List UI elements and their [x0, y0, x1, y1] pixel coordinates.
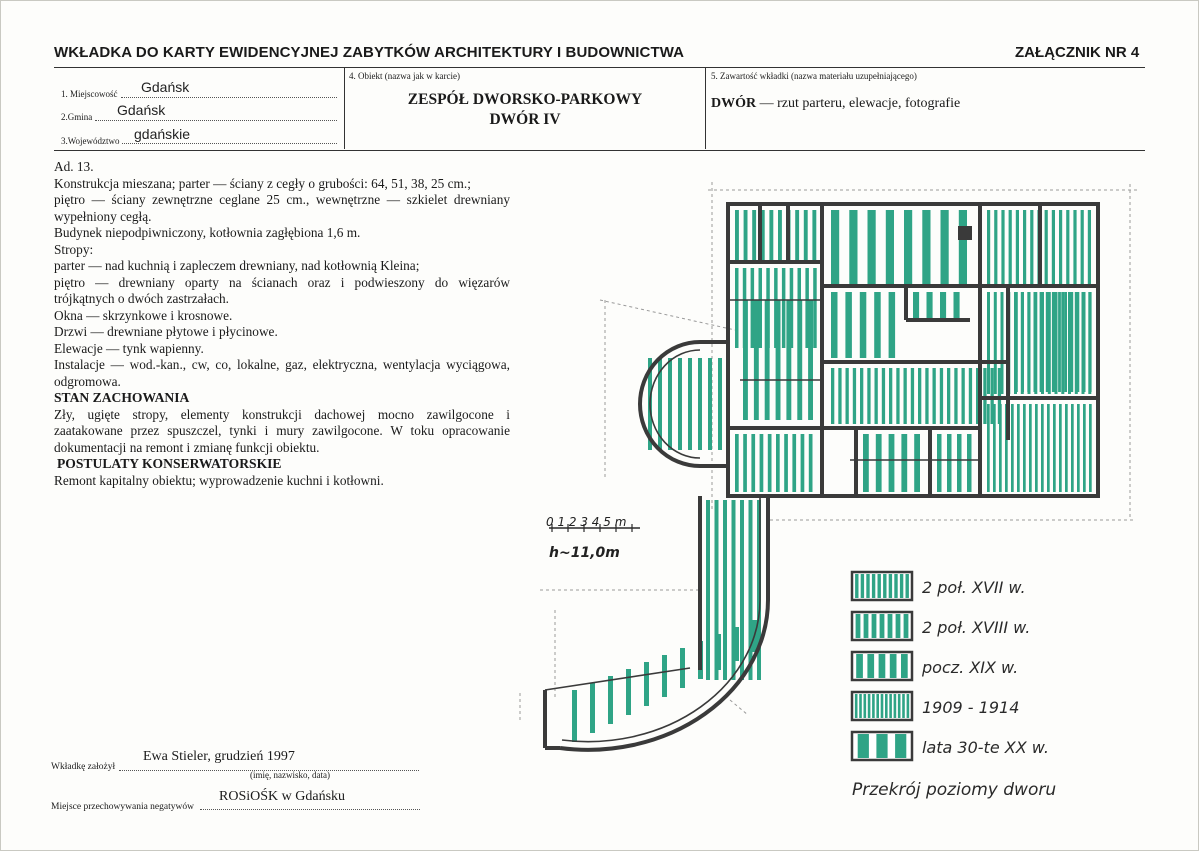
hatch-stripe [723, 500, 727, 680]
hatch-stripe [644, 662, 649, 706]
legend [852, 572, 1049, 760]
voivodeship-label: 3.Województwo [61, 136, 120, 146]
hatch-stripe [1081, 210, 1084, 284]
hatch-stripe [743, 300, 748, 420]
contents-rest: — rzut parteru, elewacje, fotografie [756, 96, 961, 111]
hatch-stripe [987, 210, 990, 284]
hatch-stripe [716, 634, 721, 670]
hatch-stripe [937, 434, 942, 492]
hatch-stripe [706, 500, 710, 680]
hatch-stripe [735, 268, 739, 348]
hatch-stripe [1059, 210, 1062, 284]
hatch-stripe [876, 434, 882, 492]
hatch-stripe [994, 210, 997, 284]
hatch-stripe [776, 300, 781, 420]
hatch-stripe [590, 683, 595, 733]
hatch-stripe [1083, 292, 1086, 392]
body-line: parter — nad kuchnią i zapleczem drewniany, nad kotłownią Kleina; [54, 258, 420, 273]
place-value: Gdańsk [141, 79, 190, 95]
body-line: Zły, ugięte stropy, elementy konstrukcji dachowej mocno zawilgocone i [54, 406, 510, 422]
hatch-stripe [1089, 292, 1092, 392]
hatch-stripe [867, 368, 870, 424]
legend-stripe [901, 654, 908, 678]
hatch-stripe [776, 434, 780, 492]
hatch-stripe [1021, 292, 1024, 392]
body-line: trójkątnych o dwóch zastrzałach. [54, 291, 230, 306]
hatch-stripe [708, 358, 712, 450]
legend-stripe [872, 694, 875, 718]
hatch-stripe [608, 676, 613, 724]
legend-item [852, 692, 1019, 720]
legend-label: 2 poł. XVIII w. [922, 618, 1031, 637]
hatch-stripe [889, 292, 896, 358]
legend-stripe [898, 694, 901, 718]
hatch-stripe [572, 690, 577, 742]
hatch-stripe [626, 669, 631, 715]
legend-stripe [906, 574, 909, 598]
legend-stripe [883, 574, 886, 598]
hatch-stripe [754, 300, 759, 420]
hatch-stripe [795, 210, 799, 260]
legend-stripe [879, 654, 886, 678]
body-line: Budynek niepodpiwniczony, kotłownia zagłębiona 1,6 m. [54, 225, 361, 240]
storage-label: Miejsce przechowywania negatywów [51, 802, 194, 812]
hatch-stripe [940, 292, 946, 318]
hatch-stripe [718, 358, 722, 450]
hatch-stripe [668, 358, 672, 450]
hatch-stripe [1070, 292, 1073, 392]
legend-stripe [896, 614, 901, 638]
voivodeship-value: gdańskie [134, 126, 191, 142]
hatch-stripe [765, 300, 770, 420]
hatch-stripe [845, 292, 852, 358]
body-line: Stropy: [54, 241, 94, 257]
hatch-stripe [797, 300, 802, 420]
hatch-stripe [1045, 210, 1048, 284]
hatch-stripe [875, 368, 878, 424]
hatch-stripe [954, 368, 957, 424]
hatch-stripe [940, 368, 943, 424]
hatch-stripe [1047, 404, 1050, 492]
legend-stripe [904, 614, 909, 638]
legend-stripe [859, 694, 862, 718]
hatch-stripe [1052, 292, 1055, 392]
hatch-stripe [1089, 404, 1092, 492]
hatch-stripe [863, 434, 869, 492]
legend-stripe [861, 574, 864, 598]
hatch-stripe [759, 268, 763, 348]
hatch-stripe [1065, 404, 1068, 492]
hatch-stripe [1035, 404, 1038, 492]
hatch-stripe [734, 627, 739, 661]
body-line: Instalacje — wod.-kan., cw, co, lokalne, gaz, elektryczna, wentylacja wyciągowa, [54, 357, 510, 372]
hatch-stripe [792, 434, 796, 492]
hatch-stripe [1055, 292, 1058, 394]
legend-stripe [855, 574, 858, 598]
hatch-stripe [744, 210, 748, 260]
hatch-stripe [896, 368, 899, 424]
hatch-stripe [1011, 404, 1014, 492]
section-heading-postulates: POSTULATY KONSERWATORSKIE [57, 456, 282, 471]
hatch-stripe [849, 210, 857, 284]
hatch-stripe [1001, 292, 1004, 394]
legend-stripe [907, 694, 910, 718]
hatch-stripe [735, 434, 739, 492]
hatch-stripe [962, 368, 965, 424]
hatch-stripe [901, 434, 907, 492]
legend-item [852, 732, 1049, 760]
hatch-stripe [860, 368, 863, 424]
hatch-stripe [987, 292, 990, 394]
legend-stripe [872, 614, 877, 638]
hatch-stripe [1017, 404, 1020, 492]
legend-label: 2 poł. XVII w. [922, 578, 1026, 597]
body-line: Konstrukcja mieszana; parter — ściany z cegły o grubości: 64, 51, 38, 25 cm.; [54, 175, 471, 191]
commune-value: Gdańsk [117, 102, 166, 118]
legend-label: 1909 - 1914 [922, 698, 1020, 717]
legend-stripe [855, 694, 858, 718]
hatch-stripe [812, 210, 816, 260]
hatch-stripe [831, 292, 838, 358]
hatch-stripe [1016, 210, 1019, 284]
plan-caption: Przekrój poziomy dworu [852, 780, 1057, 800]
hatch-stripe [698, 358, 702, 450]
hatch-stripe [925, 368, 928, 424]
hatch-stripe [1061, 292, 1064, 394]
hatch-stripe [1009, 210, 1012, 284]
legend-stripe [866, 574, 869, 598]
hatch-stripe [913, 292, 919, 318]
hatch-stripe [1073, 210, 1076, 284]
hatch-stripe [933, 368, 936, 424]
legend-item [852, 652, 1018, 680]
hatch-stripe [751, 268, 755, 348]
body-line: Remont kapitalny obiektu; wyprowadzenie kuchni i kotłowni. [54, 472, 384, 488]
hatch-stripe [889, 434, 895, 492]
hatch-stripe [927, 292, 933, 318]
hatch-stripe [954, 292, 960, 318]
hatch-stripe [1083, 404, 1086, 492]
place-label: 1. Miejscowość [61, 89, 118, 99]
hatch-stripe [678, 358, 682, 450]
hatch-stripe [1064, 292, 1067, 392]
hatch-stripe [1023, 210, 1026, 284]
legend-stripe [889, 574, 892, 598]
hatch-stripe [1058, 292, 1061, 392]
hatch-stripe [846, 368, 849, 424]
legend-stripe [878, 574, 881, 598]
founder-value: Ewa Stieler, grudzień 1997 [143, 749, 295, 764]
hatch-stripe [760, 434, 764, 492]
hatch-stripe [868, 210, 876, 284]
legend-stripe [902, 694, 905, 718]
body-ad: Ad. 13. [54, 159, 94, 174]
hatch-stripe [957, 434, 962, 492]
hatch-stripe [743, 434, 747, 492]
hatch-stripe [1053, 404, 1056, 492]
contents-bold: DWÓR [711, 96, 757, 111]
hatch-stripe [680, 648, 685, 688]
legend-stripe [858, 734, 869, 758]
legend-item [852, 612, 1030, 640]
legend-stripe [900, 574, 903, 598]
hatch-stripe [809, 434, 813, 492]
hatch-stripe [1066, 210, 1069, 284]
document-title: WKŁADKA DO KARTY EWIDENCYJNEJ ZABYTKÓW ARCHITEKTURY I BUDOWNICTWA [54, 44, 685, 61]
hatch-stripe [1071, 404, 1074, 492]
hatch-stripe [987, 404, 990, 492]
body-line: zaatakowane przez spuszczel, tynki i mury zawilgocone. W toku opracowanie [54, 423, 510, 438]
hatch-stripe [749, 500, 753, 680]
hatch-stripe [959, 210, 967, 284]
hatch-stripe [768, 434, 772, 492]
storage-value: ROSiOŚK w Gdańsku [219, 789, 346, 804]
hatch-stripe [751, 434, 755, 492]
hatch-stripe [994, 292, 997, 394]
hatch-stripe [1001, 210, 1004, 284]
legend-stripe [894, 574, 897, 598]
hatch-stripe [1077, 404, 1080, 492]
hatch-stripe [831, 210, 839, 284]
hatch-stripe [831, 368, 834, 424]
legend-stripe [885, 694, 888, 718]
hatch-stripe [1023, 404, 1026, 492]
hatch-stripe [1077, 292, 1080, 392]
hatch-stripe [1030, 210, 1033, 284]
hatch-stripe [1059, 404, 1062, 492]
legend-stripe [888, 614, 893, 638]
body-line: Okna — skrzynkowe i krosnowe. [54, 307, 233, 323]
hatch-stripe [801, 434, 805, 492]
founder-label: Wkładkę założył [51, 762, 116, 772]
hatch-stripe [999, 404, 1002, 492]
legend-stripe [868, 694, 871, 718]
hatch-stripe [1040, 292, 1043, 392]
hatch-stripe [786, 300, 791, 420]
legend-label: pocz. XIX w. [922, 658, 1019, 677]
hatch-stripe [922, 210, 930, 284]
hatch-stripe [967, 434, 972, 492]
hatch-stripe [947, 368, 950, 424]
legend-stripe [895, 734, 906, 758]
hatch-stripe [1015, 292, 1018, 392]
legend-stripe [864, 694, 867, 718]
legend-stripe [890, 654, 897, 678]
legend-stripe [856, 654, 863, 678]
annex-number: ZAŁĄCZNIK NR 4 [1015, 44, 1140, 61]
hatch-stripe [874, 292, 881, 358]
body-line: odgromowa. [54, 373, 121, 389]
hatch-stripe [1046, 292, 1049, 392]
hatch-stripe [804, 210, 808, 260]
body-line: piętro — ściany zewnętrzne ceglane 25 cm., wewnętrzne — szkielet drewniany [54, 192, 510, 207]
hatch-stripe [1088, 210, 1091, 284]
hatch-stripe [838, 368, 841, 424]
hatch-stripe [904, 368, 907, 424]
hatch-stripe [993, 404, 996, 492]
hatch-stripe [752, 210, 756, 260]
legend-stripe [880, 614, 885, 638]
body-line: wypełniony cegłą. [54, 208, 152, 224]
legend-stripe [872, 574, 875, 598]
hatch-stripe [778, 210, 782, 260]
commune-label: 2.Gmina [61, 112, 93, 122]
hatch-stripe [853, 368, 856, 424]
scale-numbers: 0 1 2 3 4 5 m [546, 515, 627, 529]
hatch-stripe [1034, 292, 1037, 392]
storage-dotted-line [200, 808, 420, 810]
hatch-stripe [688, 358, 692, 450]
hatch-stripe [911, 368, 914, 424]
hatch-stripe [918, 368, 921, 424]
hatch-stripe [769, 210, 773, 260]
body-line: Elewacje — tynk wapienny. [54, 340, 204, 356]
body-line: dokumentacji na remont i zmianę funkcji obiektu. [54, 439, 320, 455]
hatch-stripe [662, 655, 667, 697]
hatch-stripe [808, 300, 813, 420]
hatch-stripe [889, 368, 892, 424]
body-line: Drzwi — drewniane płytowe i płycinowe. [54, 324, 278, 339]
legend-stripe [889, 694, 892, 718]
hatch-stripe [784, 434, 788, 492]
legend-stripe [876, 694, 879, 718]
section-heading-condition: STAN ZACHOWANIA [54, 390, 190, 405]
hatch-stripe [941, 210, 949, 284]
object-name-line2: DWÓR IV [489, 111, 561, 128]
legend-stripe [867, 654, 874, 678]
hatch-stripe [882, 368, 885, 424]
hatch-stripe [904, 210, 912, 284]
legend-stripe [876, 734, 887, 758]
hatch-stripe [740, 500, 744, 680]
object-name-line1: ZESPÓŁ DWORSKO-PARKOWY [407, 91, 643, 108]
legend-stripe [856, 614, 861, 638]
hatch-stripe [813, 268, 817, 348]
object-label: 4. Obiekt (nazwa jak w karcie) [349, 71, 460, 81]
scale-bar [546, 515, 640, 561]
hatch-stripe [947, 434, 952, 492]
hatch-stripe [886, 210, 894, 284]
hatch-stripe [969, 368, 972, 424]
contents-label: 5. Zawartość wkładki (nazwa materiału uzupełniającego) [711, 71, 917, 81]
body-line: piętro — drewniany oparty na ścianach oraz i podwieszony do więzarów [54, 274, 510, 290]
founder-caption: (imię, nazwisko, data) [250, 770, 330, 780]
hatch-stripe [914, 434, 920, 492]
hatch-stripe [1027, 292, 1030, 392]
hatch-stripe [735, 210, 739, 260]
legend-item [852, 572, 1026, 600]
hatch-stripe [1052, 210, 1055, 284]
legend-label: lata 30-te XX w. [922, 738, 1049, 757]
height-note: h~11,0m [549, 545, 620, 561]
legend-stripe [881, 694, 884, 718]
hatch-stripe [1041, 404, 1044, 492]
hatch-stripe [782, 268, 786, 348]
hatch-stripe [1029, 404, 1032, 492]
legend-stripe [894, 694, 897, 718]
legend-stripe [864, 614, 869, 638]
hatch-stripe [860, 292, 867, 358]
